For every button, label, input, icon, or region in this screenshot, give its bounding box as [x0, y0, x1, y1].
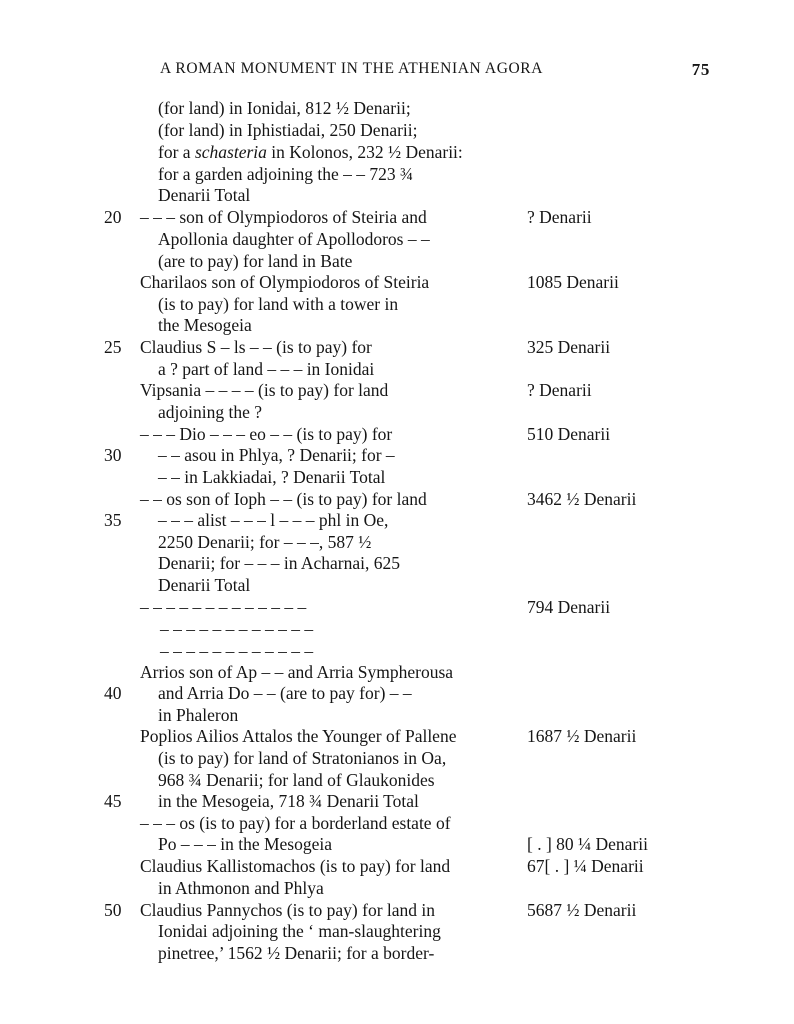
amount: 67[ . ] ¼ Denarii [527, 856, 644, 876]
amount: 794 Denarii [527, 597, 611, 617]
text-line: 968 ¾ Denarii; for land of Glaukonides [158, 770, 435, 790]
text-line: adjoining the ? [158, 402, 263, 422]
text-line: Ionidai adjoining the ‘ man-slaughtering [158, 921, 441, 941]
line-number: 40 [104, 683, 122, 703]
lacuna-line: – – – – – – – – – – – – [160, 619, 314, 639]
text-line: Vipsania – – – – (is to pay) for land [140, 380, 389, 400]
text-line: (are to pay) for land in Bate [158, 251, 353, 271]
text-segment: in Kolonos, 232 ½ Denarii: [266, 142, 463, 162]
text-line: – – os son of Ioph – – (is to pay) for land [140, 489, 427, 509]
amount: 325 Denarii [527, 337, 611, 357]
text-line: Denarii; for – – – in Acharnai, 625 [158, 553, 401, 573]
text-segment: for a [158, 142, 195, 162]
text-line: – – in Lakkiadai, ? Denarii Total [158, 467, 386, 487]
text-line: in Phaleron [158, 705, 239, 725]
running-header [160, 60, 710, 84]
text-line: – – – alist – – – l – – – phl in Oe, [158, 510, 389, 530]
text-line: Denarii Total [158, 185, 251, 205]
text-line: (for land) in Ionidai, 812 ½ Denarii; [158, 98, 411, 118]
text-line: Charilaos son of Olympiodoros of Steiria [140, 272, 430, 292]
amount: 1687 ½ Denarii [527, 726, 637, 746]
text-line: pinetree,’ 1562 ½ Denarii; for a border- [158, 943, 435, 963]
text-line: 2250 Denarii; for – – –, 587 ½ [158, 532, 372, 552]
amount: 1085 Denarii [527, 272, 619, 292]
amount: ? Denarii [527, 207, 592, 227]
text-line: a ? part of land – – – in Ionidai [158, 359, 375, 379]
text-line: the Mesogeia [158, 315, 252, 335]
text-line: (is to pay) for land of Stratonianos in Oa, [158, 748, 447, 768]
page-number: 75 [691, 60, 710, 79]
line-number: 30 [104, 445, 122, 465]
text-line: – – – Dio – – – eo – – (is to pay) for [140, 424, 393, 444]
text-line: Po – – – in the Mesogeia [158, 834, 333, 854]
text-line: in Athmonon and Phlya [158, 878, 324, 898]
amount: 3462 ½ Denarii [527, 489, 637, 509]
text-line: Denarii Total [158, 575, 251, 595]
running-title: A ROMAN MONUMENT IN THE ATHENIAN AGORA [160, 60, 544, 77]
line-number: 45 [104, 791, 122, 811]
amount: 5687 ½ Denarii [527, 900, 637, 920]
text-line: and Arria Do – – (are to pay for) – – [158, 683, 412, 703]
line-number: 50 [104, 900, 122, 920]
line-number: 35 [104, 510, 122, 530]
line-number: 25 [104, 337, 122, 357]
amount: [ . ] 80 ¼ Denarii [527, 834, 649, 854]
text-line: Claudius S – ls – – (is to pay) for [140, 337, 372, 357]
text-line: – – asou in Phlya, ? Denarii; for – [158, 445, 395, 465]
amount: 510 Denarii [527, 424, 611, 444]
text-line: – – – os (is to pay) for a borderland estate of [140, 813, 451, 833]
text-line: for a garden adjoining the – – 723 ¾ [158, 164, 414, 184]
line-number: 20 [104, 207, 122, 227]
amount: ? Denarii [527, 380, 592, 400]
text-line: – – – son of Olympiodoros of Steiria and [140, 207, 427, 227]
text-line [158, 141, 463, 163]
text-line: (for land) in Iphistiadai, 250 Denarii; [158, 120, 418, 140]
text-line: Arrios son of Ap – – and Arria Sympherousa [140, 662, 454, 682]
text-line: Claudius Pannychos (is to pay) for land in [140, 900, 436, 920]
lacuna-line: – – – – – – – – – – – – – [140, 597, 307, 617]
text-line: Claudius Kallistomachos (is to pay) for land [140, 856, 451, 876]
italic-term: schasteria [194, 142, 267, 162]
lacuna-line: – – – – – – – – – – – – [160, 641, 314, 661]
text-line: Poplios Ailios Attalos the Younger of Pallene [140, 726, 457, 746]
text-line: in the Mesogeia, 718 ¾ Denarii Total [158, 791, 419, 811]
text-line: (is to pay) for land with a tower in [158, 294, 399, 314]
text-line: Apollonia daughter of Apollodoros – – [158, 229, 430, 249]
